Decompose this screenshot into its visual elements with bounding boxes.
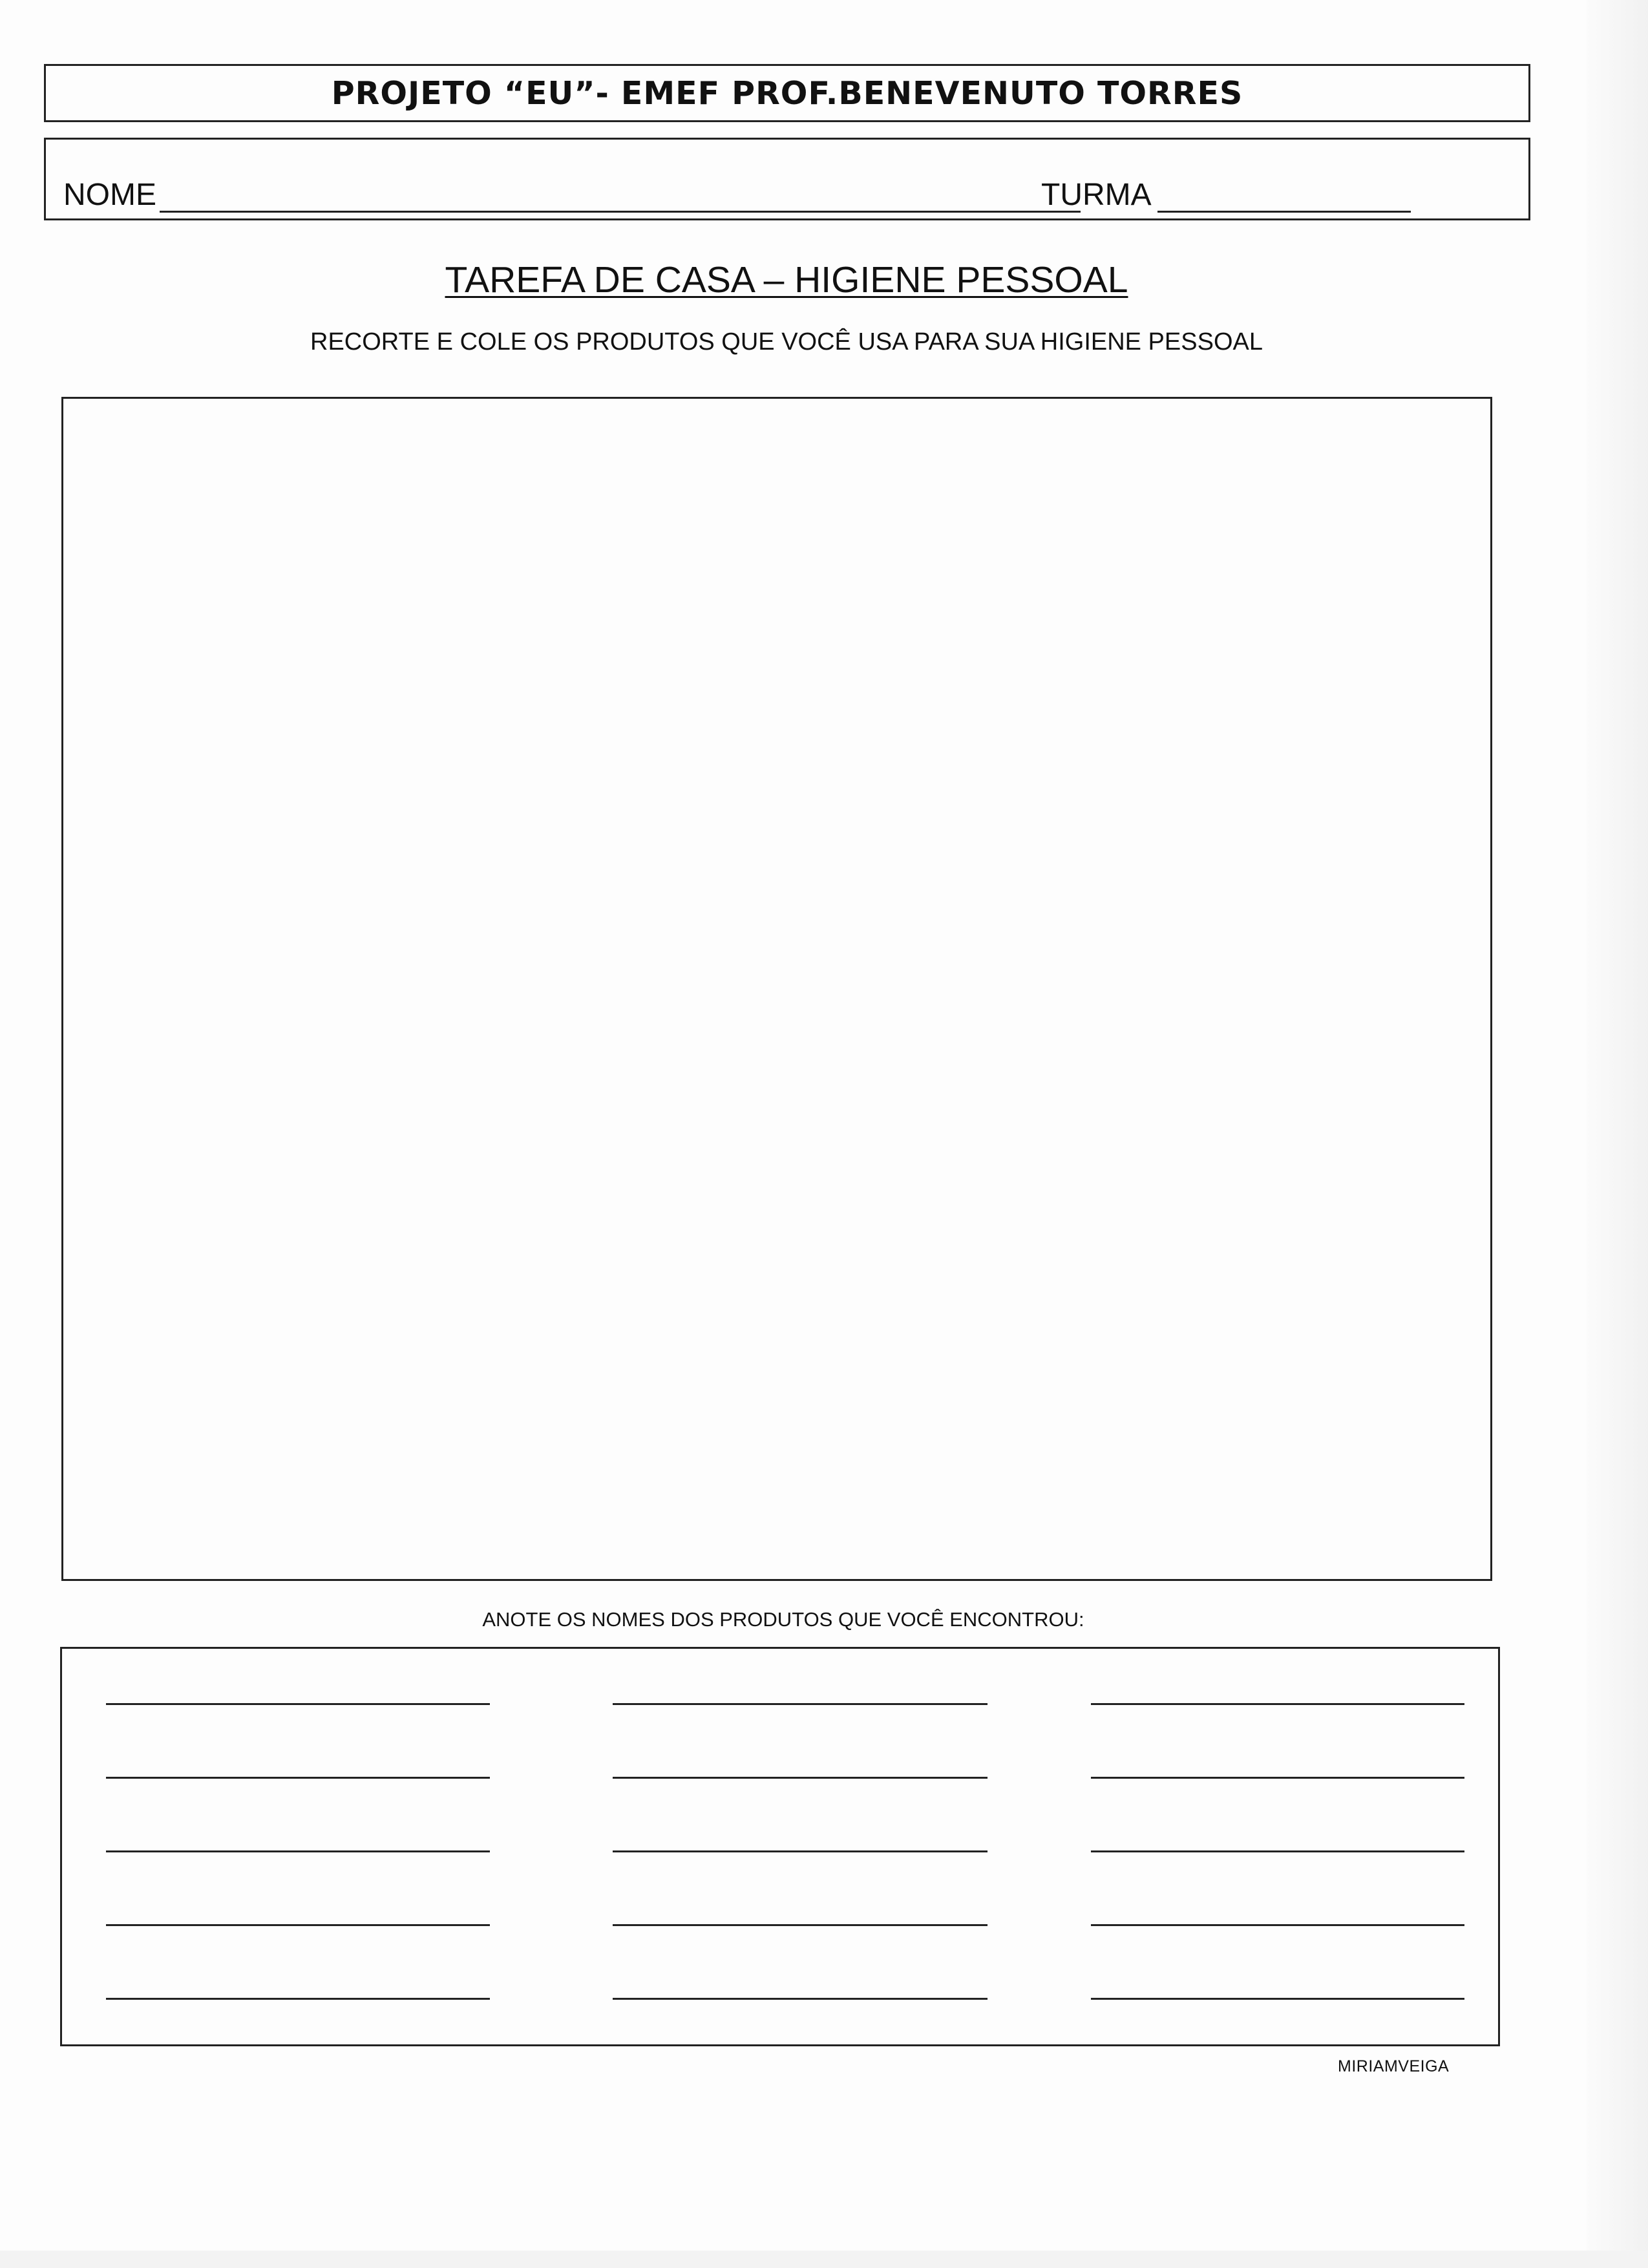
product-name-line[interactable] [106, 1777, 490, 1779]
author-signature: MIRIAMVEIGA [1338, 2057, 1450, 2075]
product-name-line[interactable] [106, 1850, 490, 1852]
product-name-line[interactable] [1091, 1924, 1464, 1926]
name-label: NOME [63, 178, 156, 212]
task-title: TAREFA DE CASA – HIGIENE PESSOAL [445, 259, 1128, 301]
product-name-line[interactable] [106, 1924, 490, 1926]
product-name-line[interactable] [613, 1998, 988, 2000]
class-field-line[interactable] [1157, 211, 1411, 213]
product-name-line[interactable] [106, 1703, 490, 1705]
name-class-box [44, 138, 1530, 220]
product-name-line[interactable] [613, 1850, 988, 1852]
header-title: PROJETO “EU”- EMEF PROF.BENEVENUTO TORRES [331, 75, 1243, 112]
class-label: TURMA [1041, 178, 1152, 212]
product-name-line[interactable] [1091, 1703, 1464, 1705]
product-names-box [60, 1647, 1500, 2046]
header-box [44, 64, 1530, 122]
product-name-line[interactable] [1091, 1777, 1464, 1779]
product-name-line[interactable] [613, 1924, 988, 1926]
product-name-line[interactable] [1091, 1998, 1464, 2000]
product-name-line[interactable] [1091, 1850, 1464, 1852]
product-name-line[interactable] [106, 1998, 490, 2000]
paper-edge [1587, 0, 1648, 2268]
product-name-line[interactable] [613, 1703, 988, 1705]
paper-bottom-edge [0, 2251, 1648, 2268]
paste-area[interactable] [61, 397, 1492, 1581]
product-name-line[interactable] [613, 1777, 988, 1779]
name-field-line[interactable] [160, 211, 1081, 213]
task-instruction: RECORTE E COLE OS PRODUTOS QUE VOCÊ USA PARA SUA HIGIENE PESSOAL [310, 328, 1263, 355]
notes-label: ANOTE OS NOMES DOS PRODUTOS QUE VOCÊ ENCONTROU: [482, 1608, 1084, 1631]
